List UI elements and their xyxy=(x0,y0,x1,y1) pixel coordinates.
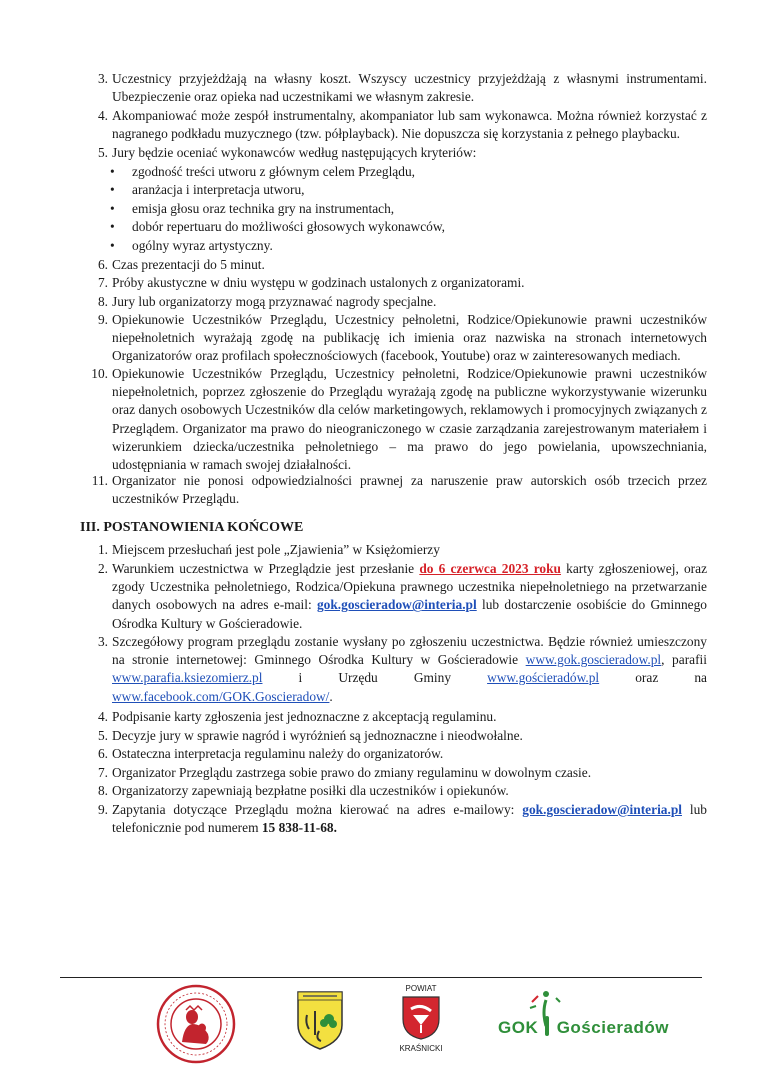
item-number: 7. xyxy=(97,275,108,290)
list-item xyxy=(82,633,707,706)
bullet-icon: • xyxy=(110,201,115,216)
item-text: Jury będzie oceniać wykonawców według następujących kryteriów: xyxy=(112,145,477,160)
list-item xyxy=(82,801,707,837)
municipality-website-link[interactable]: www.gościeradów.pl xyxy=(487,670,600,686)
item-number: 8. xyxy=(97,294,108,309)
item-text: Organizatorzy zapewniają bezpłatne posiłki dla uczestników i opiekunów. xyxy=(112,783,509,798)
criteria-text: zgodność treści utworu z głównym celem Przeglądu, xyxy=(132,164,415,179)
text-fragment: , parafii xyxy=(661,652,707,668)
parish-website-link[interactable]: www.parafia.ksiezomierz.pl xyxy=(112,670,263,686)
item-text: Organizator Przeglądu zastrzega sobie prawo do zmiany regulaminu w dowolnym czasie. xyxy=(112,765,592,780)
footer-divider xyxy=(60,977,702,978)
item-text xyxy=(112,560,707,633)
parish-seal-logo xyxy=(156,984,236,1064)
text-fragment: Zapytania dotyczące Przeglądu można kierować na adres e-mailowy: xyxy=(112,802,523,817)
list-item xyxy=(82,365,707,474)
text-fragment: Szczegółowy program przeglądu zostanie wysłany po zgłoszeniu uczestnictwa. Będzie również umieszczony na stronie internetowej: Gminnego Ośrodka Kultury w Gościeradowie xyxy=(112,634,707,668)
bullet-icon: • xyxy=(110,219,115,234)
item-text xyxy=(112,633,707,706)
item-text: Czas prezentacji do 5 minut. xyxy=(112,257,265,272)
list-item xyxy=(82,782,707,800)
list-item xyxy=(82,256,707,274)
gok-logo xyxy=(498,1016,669,1038)
item-number: 11. xyxy=(91,473,108,488)
criteria-text: aranżacja i interpretacja utworu, xyxy=(132,182,305,197)
text-fragment: Warunkiem uczestnictwa w Przeglądzie jest przesłanie xyxy=(112,561,420,576)
criteria-bullet xyxy=(110,181,670,199)
email-link[interactable]: gok.goscieradow@interia.pl xyxy=(522,802,682,817)
item-number: 3. xyxy=(97,634,108,649)
list-item xyxy=(82,144,707,162)
item-text: Ostateczna interpretacja regulaminu należy do organizatorów. xyxy=(112,746,444,761)
text-fragment: karty zgłoszeniowej, oraz zgody Uczestnika pełnoletniego, Rodzica/Opiekuna prawnego uczestnika niepełnoletniego na przetwarzanie danych osobowych na adres e-mail: xyxy=(112,561,708,613)
criteria-bullet xyxy=(110,163,670,181)
gok-name: Gościeradów xyxy=(556,1018,669,1037)
phone-number: 15 838-11-68 xyxy=(261,820,334,836)
item-text: Opiekunowie Uczestników Przeglądu, Uczestnicy pełnoletni, Rodzice/Opiekunowie prawni uczestników niepełnoletnich wyrażają zgodę na publikację ich imienia oraz nazwiska na stronach internetowych Organizatorów oraz profilach społecznościowych (facebook, Youtube) oraz w zainteresowanych mediach. xyxy=(112,312,707,364)
list-item xyxy=(82,560,707,633)
item-text: Jury lub organizatorzy mogą przyznawać nagrody specjalne. xyxy=(112,294,437,309)
item-number: 7. xyxy=(97,765,108,780)
list-item xyxy=(82,764,707,782)
bullet-icon: • xyxy=(110,164,115,179)
item-text: Podpisanie karty zgłoszenia jest jednoznaczne z akceptacją regulaminu. xyxy=(112,709,497,724)
list-item xyxy=(82,274,707,292)
criteria-text: ogólny wyraz artystyczny. xyxy=(132,238,273,253)
criteria-text: emisja głosu oraz technika gry na instrumentach, xyxy=(132,201,395,216)
gok-website-link[interactable]: www.gok.goscieradow.pl xyxy=(525,652,662,668)
text-fragment: i Urzędu Gminy xyxy=(262,670,488,686)
text-fragment: . xyxy=(329,688,333,704)
powiat-coat-of-arms xyxy=(401,995,441,1041)
item-text: Akompaniować może zespół instrumentalny, akompaniator lub sam wykonawca. Można również korzystać z nagranego podkładu muzycznego (tzw. półplayback). Nie dopuszcza się korzystania z pełnego playbacku. xyxy=(112,108,707,142)
list-item xyxy=(82,708,707,726)
item-number: 9. xyxy=(97,802,108,817)
criteria-bullet xyxy=(110,237,670,255)
item-number: 4. xyxy=(97,709,108,724)
item-number: 2. xyxy=(97,561,108,576)
list-item xyxy=(82,70,707,106)
deadline-date: do 6 czerwca 2023 roku xyxy=(419,561,561,576)
criteria-bullet xyxy=(110,218,670,236)
text-fragment: . xyxy=(333,820,337,836)
item-number: 10. xyxy=(91,366,108,381)
item-text: Miejscem przesłuchań jest pole „Zjawienia” w Księżomierzy xyxy=(112,542,440,557)
item-text: Próby akustyczne w dniu występu w godzinach ustalonych z organizatorami. xyxy=(112,275,525,290)
text-fragment: lub telefonicznie pod numerem xyxy=(112,802,707,836)
item-number: 9. xyxy=(97,312,108,327)
gok-short: GOK xyxy=(498,1018,539,1037)
text-fragment: lub dostarczenie osobiście do Gminnego Ośrodka Kultury w Gościeradowie. xyxy=(112,597,707,631)
item-number: 5. xyxy=(97,145,108,160)
powiat-label: POWIAT xyxy=(405,984,437,993)
list-item xyxy=(82,727,707,745)
list-item xyxy=(82,472,707,508)
facebook-link[interactable]: www.facebook.com/GOK.Goscieradow/ xyxy=(112,688,330,704)
powiat-name: KRAŚNICKI xyxy=(399,1044,443,1053)
item-number: 6. xyxy=(97,257,108,272)
item-number: 4. xyxy=(97,108,108,123)
list-item xyxy=(82,541,707,559)
criteria-text: dobór repertuaru do możliwości głosowych wykonawców, xyxy=(132,219,445,234)
text-fragment: oraz na xyxy=(599,670,707,686)
gok-divider-icon xyxy=(545,1016,549,1036)
criteria-bullet xyxy=(110,200,670,218)
list-item xyxy=(82,745,707,763)
list-item xyxy=(82,293,707,311)
list-item xyxy=(82,311,707,366)
email-link[interactable]: gok.goscieradow@interia.pl xyxy=(316,597,477,613)
item-number: 8. xyxy=(97,783,108,798)
bullet-icon: • xyxy=(110,238,115,253)
bullet-icon: • xyxy=(110,182,115,197)
item-text: Uczestnicy przyjeżdżają na własny koszt. Wszyscy uczestnicy przyjeżdżają z własnymi instrumentami. Ubezpieczenie oraz opieka nad uczestnikami we własnym zakresie. xyxy=(112,71,707,105)
item-number: 5. xyxy=(97,728,108,743)
item-text xyxy=(112,801,707,837)
item-number: 3. xyxy=(97,71,108,86)
list-item xyxy=(82,107,707,143)
item-text: Organizator nie ponosi odpowiedzialności prawnej za naruszenie praw autorskich osób trzecich przez uczestników Przeglądu. xyxy=(112,473,707,507)
item-number: 6. xyxy=(97,746,108,761)
section-title: III. POSTANOWIENIA KOŃCOWE xyxy=(80,520,304,535)
item-number: 1. xyxy=(97,542,108,557)
goscieradow-badge-logo xyxy=(295,989,345,1051)
item-text: Decyzje jury w sprawie nagród i wyróżnień są jednoznaczne i nieodwołalne. xyxy=(112,728,523,743)
item-text: Opiekunowie Uczestników Przeglądu, Uczestnicy pełnoletni, Rodzice/Opiekunowie prawni uczestników niepełnoletnich, poprzez zgłoszenie do Przeglądu wyrażają zgodę na publiczne wykorzystywanie wizerunku oraz danych osobowych Uczestników dla celów marketingowych, reklamowych i promocyjnych związanych z Przeglądem. Organizator ma prawo do nieograniczonego w czasie zarządzania zarejestrowanym materiałem i wizerunkiem dziecka/uczestnika pełnoletniego – ma prawo do jego powielania, upowszechniania, udostępniania w ramach swojej działalności. xyxy=(112,366,707,473)
